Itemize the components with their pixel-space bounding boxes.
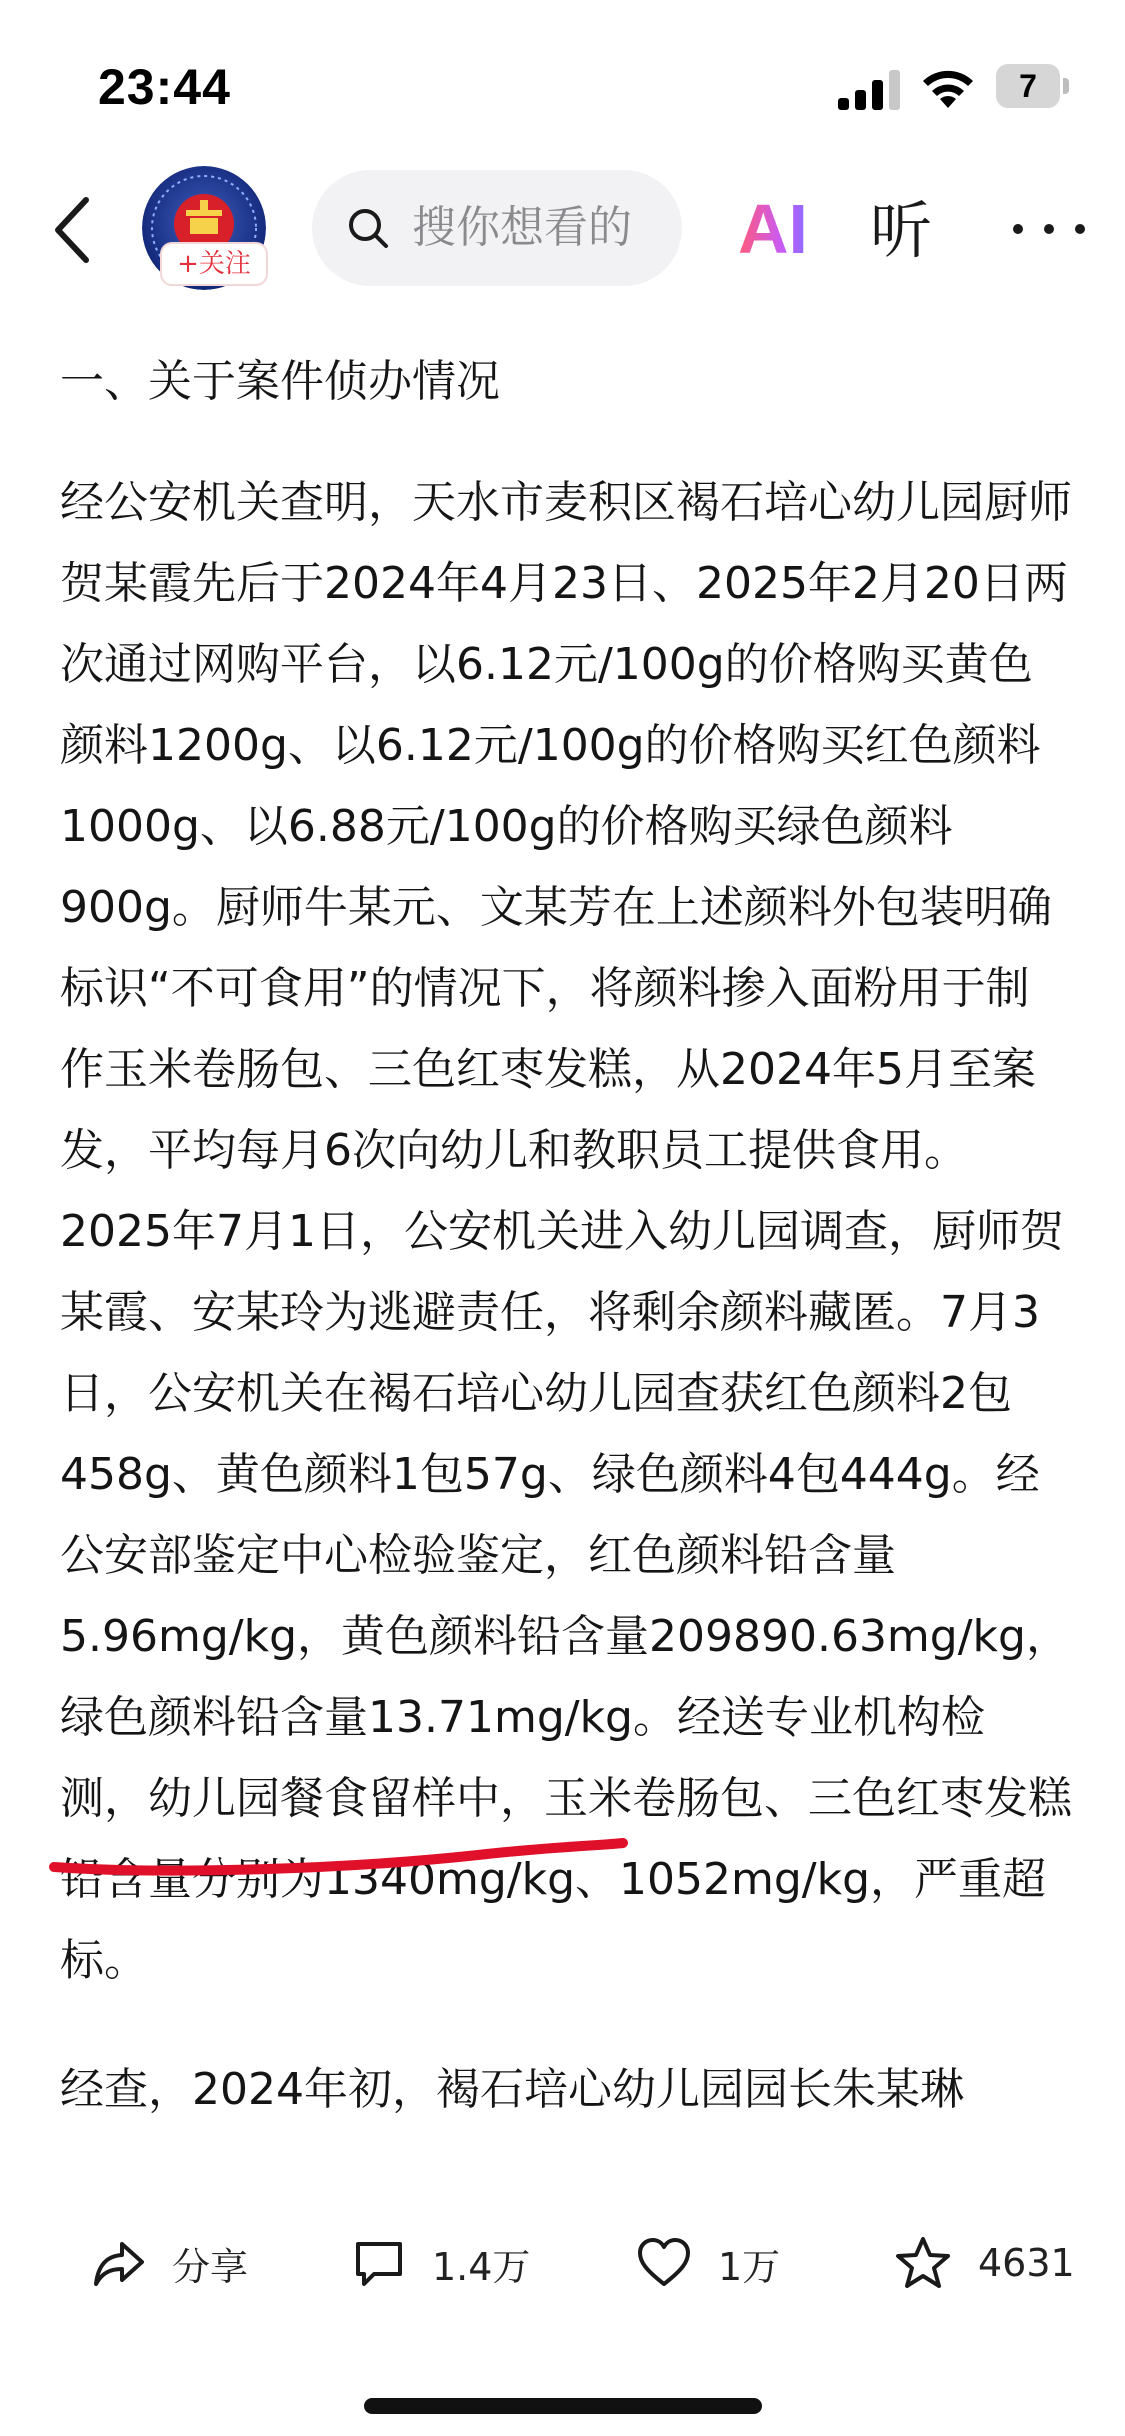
share-button[interactable] (92, 2228, 248, 2298)
action-bar (0, 2208, 1125, 2318)
search-placeholder: 搜你想看的 (412, 202, 632, 253)
chevron-left-icon[interactable] (44, 190, 104, 270)
status-bar (0, 0, 1125, 170)
signal-icon (838, 70, 902, 110)
article-body (60, 340, 1072, 2190)
star-icon (894, 2235, 952, 2291)
battery-icon (996, 64, 1070, 108)
battery-tip (1063, 78, 1069, 94)
home-indicator[interactable] (364, 2398, 762, 2414)
heart-icon (636, 2236, 692, 2290)
favorite-button[interactable] (894, 2228, 1075, 2298)
like-button[interactable] (636, 2228, 780, 2298)
more-dots-icon[interactable] (1006, 214, 1092, 244)
comment-count: 1.4万 (432, 2244, 531, 2289)
like-count: 1万 (718, 2244, 781, 2289)
article-heading: 一、关于案件侦办情况 (60, 356, 500, 407)
favorite-count: 4631 (978, 2241, 1075, 2285)
comment-icon (352, 2236, 406, 2290)
follow-button[interactable]: +关注 (162, 244, 266, 284)
search-input[interactable] (312, 170, 682, 286)
battery-level: 7 (996, 64, 1060, 108)
search-icon (346, 206, 390, 250)
share-label: 分享 (172, 2244, 249, 2289)
comment-button[interactable] (352, 2228, 530, 2298)
share-icon (92, 2236, 146, 2290)
article-paragraph: 经公安机关查明，天水市麦积区褐石培心幼儿园厨师贺某霞先后于2024年4月23日、2025年2月20日两次通过网购平台，以6.12元/100g的价格购买黄色颜料1200g、以6.12元/100g的价格购买红色颜料1000g、以6.88元/100g的价格购买绿色颜料900g。厨师牛某元、文某芳在上述颜料外包装明确标识“不可食用”的情况下，将颜料掺入面粉用于制作玉米卷肠包、三色红枣发糕，从2024年5月至案发，平均每月6次向幼儿和教职员工提供食用。2025年7月1日，公安机关进入幼儿园调查，厨师贺某霞、安某玲为逃避责任，将剩余颜料藏匿。7月3日，公安机关在褐石培心幼儿园查获红色颜料2包458g、黄色颜料1包57g、绿色颜料4包444g。经公安部鉴定中心检验鉴定，红色颜料铅含量5.96mg/kg，黄色颜料铅含量209890.63mg/kg，绿色颜料铅含量13.71mg/kg。经送专业机构检测，幼儿园餐食留样中，玉米卷肠包、三色红枣发糕铅含量分别为1340mg/kg、1052mg/kg，严重超标。 (60, 477, 1072, 1986)
status-time: 23:44 (98, 59, 231, 115)
wifi-icon (920, 64, 976, 110)
ai-button[interactable]: AI (738, 186, 824, 272)
article-paragraph: 经查，2024年初，褐石培心幼儿园园长朱某琳 (60, 2064, 964, 2115)
listen-button[interactable]: 听 (870, 194, 933, 267)
